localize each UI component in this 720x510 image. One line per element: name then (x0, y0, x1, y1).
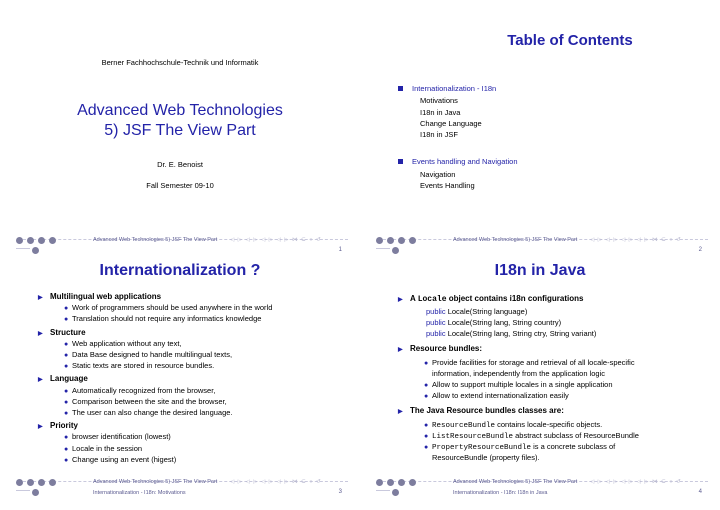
bullet-item: ● Static texts are stored in resource bundles. (64, 361, 215, 371)
bullet-item: ● Web application without any text, (64, 338, 182, 348)
dot-bullet-icon: ● (424, 422, 429, 429)
page-number: 1 (338, 247, 342, 253)
bullet-item: ● Automatically recognized from the browser, (64, 385, 216, 395)
bullet-item: ● browser identification (lowest) (64, 432, 171, 442)
footer-title: Advanced Web Technologies 5) JSF The View Part (453, 479, 578, 485)
bundle-item: ● Allow to support multiple locales in a single application (424, 380, 613, 389)
slide-footer (368, 479, 712, 501)
bullet-item: ● Data Base designed to handle multilingual texts, (64, 350, 233, 359)
nav-dot-icon[interactable] (32, 247, 39, 254)
slide-footer (8, 237, 352, 259)
dot-bullet-icon: ● (64, 434, 69, 442)
nav-dots-icon[interactable] (16, 479, 56, 487)
page-number: 4 (698, 489, 702, 495)
slide-footer (8, 479, 352, 501)
bullet-heading: ▶ Priority (38, 421, 79, 431)
swoosh-line (16, 248, 30, 249)
class-item: ● ResourceBundle contains locale-specific objects. (424, 420, 603, 430)
toc-subsection[interactable]: I18n in Java (420, 108, 461, 117)
title-line-2: 5) JSF The View Part (104, 122, 256, 139)
beamer-nav-icon[interactable]: ◁ ▷ ◁ ▷ ◁ ▷ ◁ ▷ ⋈ ⊆ ○ ↺ (230, 479, 322, 485)
bundle-item: ● Provide facilities for storage and retrieval of all locale-specific (424, 358, 635, 367)
slide-3 (8, 258, 352, 501)
square-bullet-icon (398, 159, 403, 164)
triangle-bullet-icon: ▶ (38, 377, 43, 384)
toc-section-1[interactable]: Internationalization - I18n (398, 84, 496, 93)
bullet-item: ● Work of programmers should be used anywhere in the world (64, 303, 273, 313)
slide-footer (368, 237, 712, 259)
slide-title: Table of Contents (507, 32, 633, 49)
constructor-line: public Locale(String language) (426, 307, 528, 316)
dot-bullet-icon: ● (64, 410, 69, 417)
swoosh-line (16, 490, 30, 491)
slide-4 (368, 258, 712, 501)
slide-title: I18n in Java (494, 262, 586, 279)
bundles-heading: ▶ Resource bundles: (398, 344, 483, 353)
dot-bullet-icon: ● (64, 305, 69, 313)
triangle-bullet-icon: ▶ (38, 424, 43, 431)
nav-dots-icon[interactable] (376, 237, 416, 245)
toc-subsection[interactable]: Navigation (420, 170, 456, 179)
nav-dots-icon[interactable] (376, 479, 416, 487)
constructor-line: public Locale(String lang, String ctry, String variant) (426, 329, 597, 338)
dot-bullet-icon: ● (424, 433, 429, 440)
class-item-cont: ResourceBundle (property files). (432, 453, 540, 462)
dot-bullet-icon: ● (64, 398, 69, 406)
nav-dot-icon[interactable] (32, 489, 39, 496)
footer-subtitle: Internationalization - I18n: Motivations (93, 490, 186, 496)
beamer-nav-icon[interactable]: ◁ ▷ ◁ ▷ ◁ ▷ ◁ ▷ ⋈ ⊆ ○ ↺ (230, 237, 322, 243)
dot-bullet-icon: ● (64, 387, 69, 395)
bullet-heading: ▶ Multilingual web applications (38, 292, 162, 301)
date: Fall Semester 09-10 (146, 181, 214, 190)
dot-bullet-icon: ● (64, 316, 69, 324)
dot-bullet-icon: ● (64, 352, 69, 359)
swoosh-line (376, 248, 390, 249)
nav-dot-icon[interactable] (392, 247, 399, 254)
class-item: ● PropertyResourceBundle is a concrete subclass of (424, 442, 616, 452)
triangle-bullet-icon: ▶ (398, 347, 403, 353)
dot-bullet-icon: ● (64, 363, 69, 371)
toc-subsection[interactable]: Motivations (420, 96, 458, 105)
square-bullet-icon (398, 86, 403, 91)
triangle-bullet-icon: ▶ (398, 409, 403, 415)
bullet-heading: ▶ Structure (38, 327, 86, 337)
title-line-1: Advanced Web Technologies (77, 102, 283, 119)
toc-subsection[interactable]: I18n in JSF (420, 130, 458, 139)
bullet-item: ● Translation should not require any informatics knowledge (64, 314, 262, 324)
dot-bullet-icon: ● (424, 393, 429, 400)
toc-section-2[interactable]: Events handling and Navigation (398, 157, 518, 166)
footer-title: Advanced Web Technologies 5) JSF The View Part (93, 479, 218, 485)
slide-1 (8, 16, 352, 259)
bullet-heading: ▶ Language (38, 374, 88, 384)
dot-bullet-icon: ● (424, 382, 429, 389)
institution: Berner Fachhochschule-Technik und Informatik (101, 58, 259, 67)
classes-heading: ▶ The Java Resource bundles classes are: (398, 406, 564, 415)
toc-subsection[interactable]: Change Language (420, 119, 482, 128)
nav-dot-icon[interactable] (392, 489, 399, 496)
footer-subtitle: Internationalization - I18n: I18n in Java (453, 490, 548, 496)
triangle-bullet-icon: ▶ (398, 297, 403, 303)
dot-bullet-icon: ● (64, 445, 69, 453)
class-item: ● ListResourceBundle abstract subclass of ResourceBundle (424, 431, 639, 441)
constructor-line: public Locale(String lang, String country) (426, 318, 562, 327)
page-number: 2 (698, 247, 702, 253)
bullet-item: ● Change using an event (higest) (64, 454, 177, 464)
dot-bullet-icon: ● (424, 360, 429, 367)
footer-title: Advanced Web Technologies 5) JSF The View Part (93, 237, 218, 243)
slide-title: Internationalization ? (99, 262, 261, 279)
dot-bullet-icon: ● (64, 456, 69, 464)
author: Dr. E. Benoist (157, 160, 203, 169)
bullet-item: ● Comparison between the site and the browser, (64, 396, 227, 406)
page-number: 3 (338, 489, 342, 495)
nav-dots-icon[interactable] (16, 237, 56, 245)
dot-bullet-icon: ● (64, 340, 69, 348)
triangle-bullet-icon: ▶ (38, 295, 43, 301)
dot-bullet-icon: ● (424, 444, 429, 451)
beamer-nav-icon[interactable]: ◁ ▷ ◁ ▷ ◁ ▷ ◁ ▷ ⋈ ⊆ ○ ↺ (590, 479, 682, 485)
locale-heading: ▶ A Locale object contains i18n configurations (398, 294, 584, 304)
triangle-bullet-icon: ▶ (38, 330, 43, 337)
footer-title: Advanced Web Technologies 5) JSF The View Part (453, 237, 578, 243)
bullet-item: ● The user can also change the desired language. (64, 408, 233, 417)
toc-subsection[interactable]: Events Handling (420, 181, 475, 190)
slide-2 (368, 16, 712, 259)
bundle-item: ● Allow to extend internationalization easily (424, 391, 569, 400)
swoosh-line (376, 490, 390, 491)
bullet-item: ● Locale in the session (64, 443, 143, 453)
beamer-nav-icon[interactable]: ◁ ▷ ◁ ▷ ◁ ▷ ◁ ▷ ⋈ ⊆ ○ ↺ (590, 237, 682, 243)
bundle-item-cont: information, independently from the application logic (432, 369, 606, 378)
